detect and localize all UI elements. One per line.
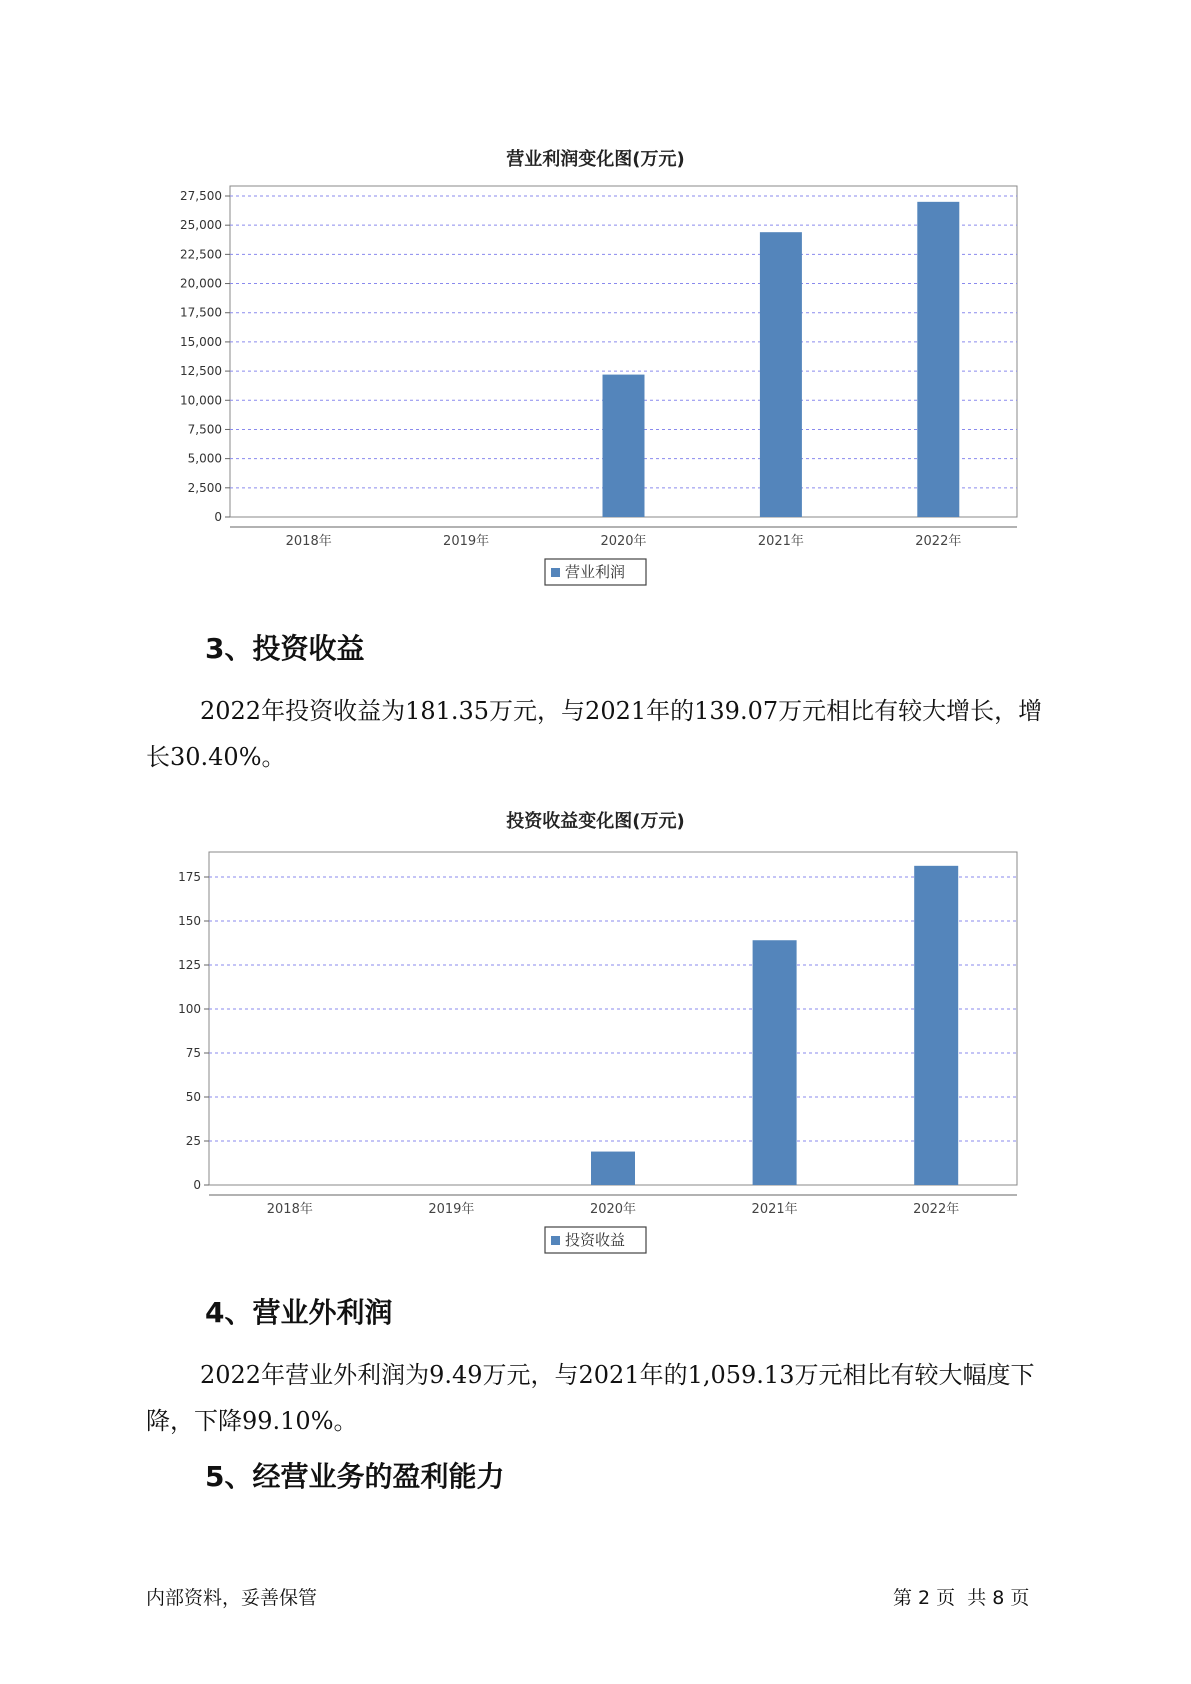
y-tick-label: 25: [185, 1134, 201, 1148]
x-tick-label: 2022年: [915, 534, 962, 549]
x-tick-label: 2020年: [589, 1202, 637, 1217]
section-4-paragraph: 2022年营业外利润为9.49万元，与2021年的1,059.13万元相比有较大幅度下降，下降99.10%。: [146, 1361, 1035, 1435]
y-tick-label: 100: [178, 1002, 201, 1016]
x-tick-label: 2019年: [428, 1202, 475, 1217]
legend-label: 投资收益: [565, 1231, 626, 1249]
chart2-title: 投资收益变化图(万元): [506, 811, 685, 832]
y-tick-label: 15,000: [180, 334, 222, 349]
y-tick-label: 27,500: [180, 189, 222, 203]
x-tick-label: 2019年: [443, 534, 490, 549]
y-tick-label: 25,000: [180, 218, 222, 233]
section-3-paragraph: 2022年投资收益为181.35万元，与2021年的139.07万元相比有较大增长，增长30.40%。: [146, 697, 1043, 771]
investment-income-chart: [0, 840, 1191, 1260]
y-tick-label: 0: [193, 1178, 201, 1192]
y-tick-label: 22,500: [180, 247, 222, 262]
x-tick-label: 2020年: [600, 534, 647, 549]
bar-2022年: [914, 866, 958, 1185]
y-tick-label: 2,500: [187, 480, 222, 495]
x-tick-label: 2018年: [266, 1202, 313, 1217]
y-tick-label: 17,500: [180, 305, 222, 320]
bar-2021年: [760, 232, 802, 517]
operating-profit-chart: [0, 180, 1191, 600]
footer-confidential-note: 内部资料，妥善保管: [146, 1587, 318, 1609]
x-tick-label: 2021年: [751, 1202, 798, 1217]
y-tick-label: 150: [178, 914, 201, 928]
y-tick-label: 12,500: [180, 364, 222, 379]
y-tick-label: 10,000: [180, 393, 222, 408]
bar-2022年: [917, 202, 959, 517]
legend-label: 营业利润: [565, 563, 626, 581]
y-tick-label: 175: [178, 870, 201, 884]
bar-2020年: [591, 1152, 635, 1185]
section-4-heading: 4、营业外利润: [205, 1296, 393, 1329]
legend-swatch: [551, 568, 560, 577]
y-tick-label: 75: [185, 1046, 201, 1060]
bar-2021年: [753, 940, 797, 1185]
plot-area: [209, 852, 1017, 1185]
x-tick-label: 2022年: [913, 1202, 960, 1217]
legend-swatch: [551, 1236, 560, 1245]
chart1-title: 营业利润变化图(万元): [506, 149, 685, 170]
y-tick-label: 20,000: [180, 276, 222, 291]
y-tick-label: 5,000: [187, 451, 222, 466]
section-5-heading: 5、经营业务的盈利能力: [205, 1460, 505, 1493]
footer-page-number: 第 2 页 共 8 页: [893, 1587, 1030, 1609]
y-tick-label: 0: [214, 510, 222, 524]
x-tick-label: 2018年: [285, 534, 332, 549]
y-tick-label: 125: [178, 958, 201, 972]
y-tick-label: 7,500: [187, 422, 222, 437]
x-tick-label: 2021年: [757, 534, 804, 549]
y-tick-label: 50: [185, 1090, 201, 1104]
section-3-heading: 3、投资收益: [205, 632, 365, 665]
bar-2020年: [603, 375, 645, 517]
